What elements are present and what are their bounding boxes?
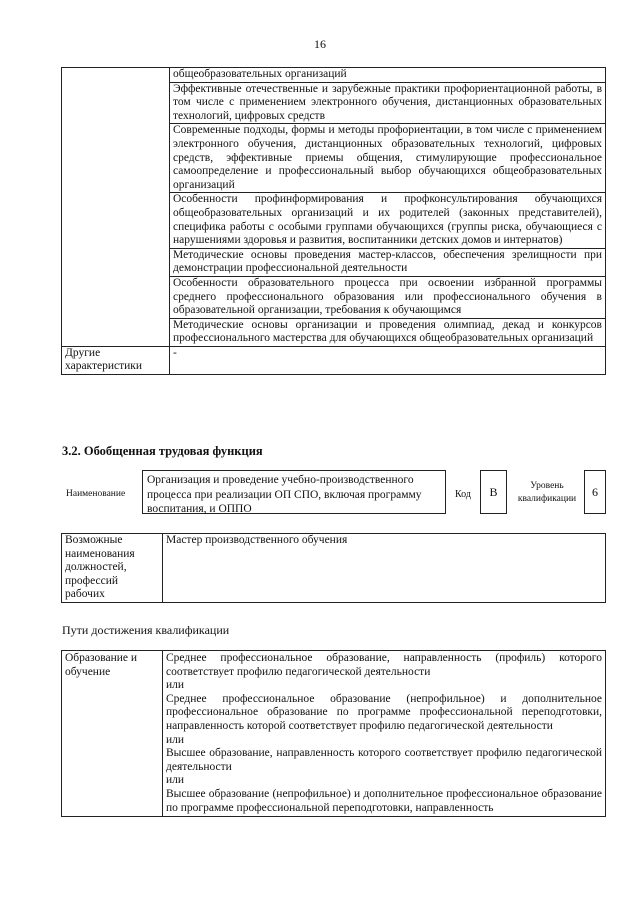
table-row (62, 68, 606, 83)
education-label: Образование и обучение (62, 651, 163, 817)
code-box: B (480, 470, 507, 514)
education-line: Высшее образование, направленность которого соответствует профилю педагогической деятельности (166, 747, 602, 773)
table-cell: Особенности образовательного процесса при освоении избранной программы среднего профессионального образования или профессионального обучения в образовательной организации, требования к обучающимся (170, 276, 606, 318)
positions-label: Возможные наименования должностей, профессий рабочих (62, 534, 163, 603)
level-label: Уровень квалификации (517, 481, 577, 504)
table-cell: общеобразовательных организаций (170, 68, 606, 83)
table-cell: Эффективные отечественные и зарубежные практики профориентационной работы, в том числе с применением электронного обучения, дистанционных образовательных технологий, цифровых средств (170, 82, 606, 124)
education-or: или (166, 774, 185, 787)
table-cell: Методические основы организации и проведения олимпиад, декад и конкурсов профессионального мастерства для обучающихся общеобразовательных организаций (170, 318, 606, 346)
paths-title: Пути достижения квалификации (62, 623, 230, 637)
table-row (62, 534, 606, 603)
education-or: или (166, 733, 185, 746)
table-row (62, 651, 606, 817)
education-table (61, 650, 606, 817)
positions-table (61, 533, 606, 603)
education-or: или (166, 679, 185, 692)
table-cell: Современные подходы, формы и методы профориентации, в том числе с применением электронного обучения, дистанционных образовательных технологий, цифровых средств, эффективные приемы общения, стимулирующие профессиональное самоопределение и профессиональный выбор обучающихся общеобразовательных организаций (170, 124, 606, 193)
education-line: Среднее профессиональное образование, направленность (профиль) которого соответствует профилю педагогической деятельности (166, 652, 602, 678)
education-line: Среднее профессиональное образование (непрофильное) и дополнительное профессиональное образование по программе профессиональной переподготовки, направленность которой соответствует профилю педагогической деятельности (166, 692, 602, 732)
other-value: - (170, 346, 606, 374)
education-line: Высшее образование (непрофильное) и дополнительное профессиональное образование по программе профессиональной переподготовки, направленность (166, 787, 602, 814)
gtf-name-box: Организация и проведение учебно-производственного процесса при реализации ОП СПО, включая программу воспитания, и ОППО (142, 470, 446, 514)
education-value (163, 651, 606, 817)
table-cell (62, 68, 170, 347)
name-label: Наименование (66, 489, 126, 499)
level-box: 6 (584, 470, 606, 514)
section-title: 3.2. Обобщенная трудовая функция (62, 444, 263, 458)
code-label: Код (455, 489, 471, 500)
table-row (62, 346, 606, 374)
knowledge-table (61, 67, 606, 375)
table-cell: Методические основы проведения мастер-классов, обеспечения зрелищности при демонстрации профессиональной деятельности (170, 248, 606, 276)
page-number: 16 (314, 37, 326, 51)
table-cell: Особенности профинформирования и профконсультирования обучающихся общеобразовательных организаций и их родителей (законных представителей), специфика работы с особыми группами обучающихся (группы риска, обучающиеся с нарушениями здоровья и развития, воспитанники детских домов и интернатов) (170, 193, 606, 248)
other-label: Другие характеристики (62, 346, 170, 374)
positions-value: Мастер производственного обучения (163, 534, 606, 603)
